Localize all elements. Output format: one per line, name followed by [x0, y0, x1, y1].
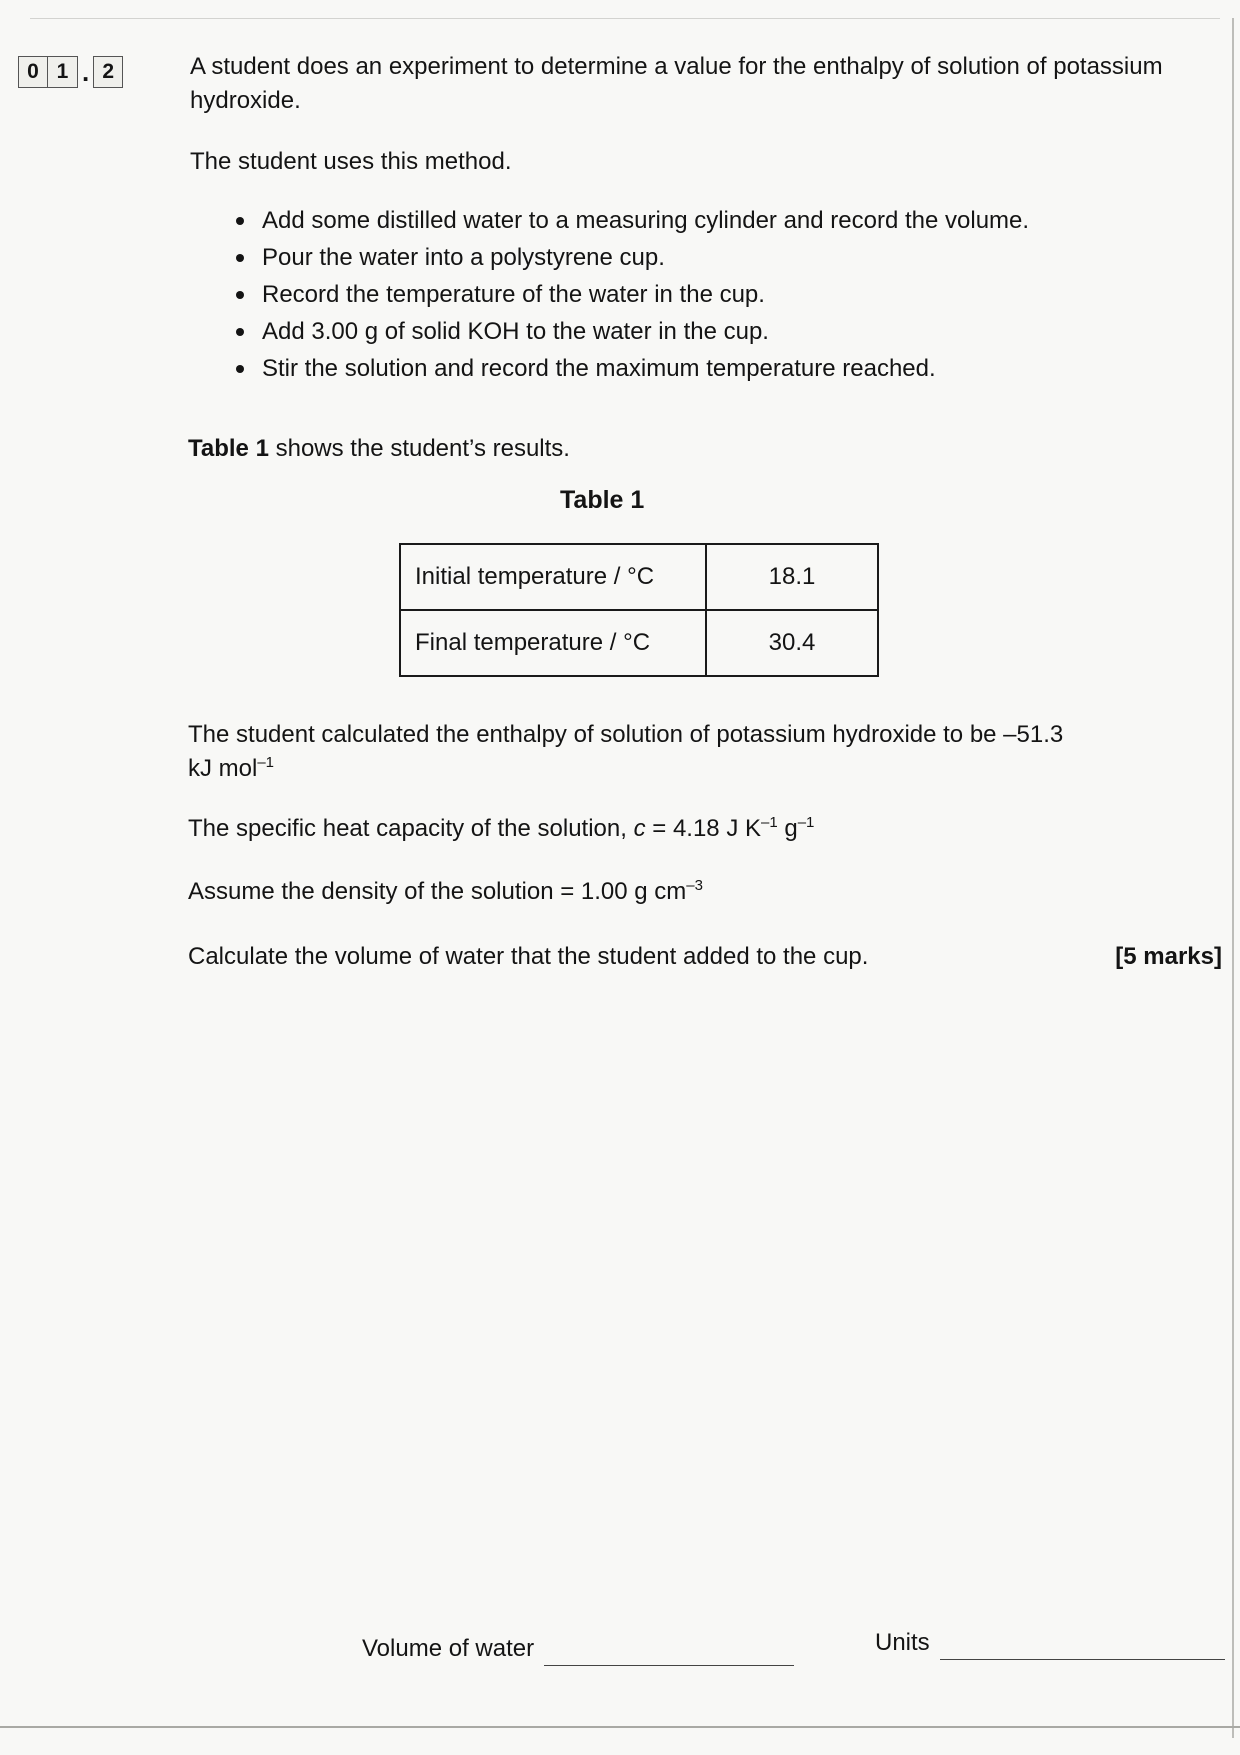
enthalpy-text: The student calculated the enthalpy of solution of potassium hydroxide to be –51.3 kJ mol	[188, 721, 1064, 782]
question-intro: A student does an experiment to determine a value for the enthalpy of solution of potassium hydroxide.	[190, 53, 1163, 114]
page-bottom-edge	[0, 1726, 1240, 1728]
volume-answer	[362, 1632, 794, 1666]
table-reference-text: shows the student’s results.	[268, 435, 570, 462]
table-reference	[188, 432, 570, 466]
units-answer	[875, 1626, 1225, 1660]
units-answer-blank[interactable]	[940, 1633, 1225, 1660]
marks-label: [5 marks]	[1115, 943, 1222, 970]
row-value: 18.1	[706, 544, 878, 610]
row-label: Final temperature / °C	[400, 610, 706, 676]
method-steps-list	[262, 202, 1029, 387]
page-right-edge	[1232, 18, 1234, 1738]
method-intro: The student uses this method.	[190, 148, 512, 175]
method-step: Stir the solution and record the maximum temperature reached.	[262, 350, 1029, 387]
page-top-edge	[30, 18, 1220, 19]
table-row	[400, 544, 878, 610]
density-superscript: –3	[686, 877, 703, 894]
method-step: Pour the water into a polystyrene cup.	[262, 239, 1029, 276]
enthalpy-statement	[188, 718, 1088, 786]
volume-label: Volume of water	[362, 1635, 535, 1662]
heat-capacity-prefix: The specific heat capacity of the solution,	[188, 815, 634, 842]
question-digit-box: 0	[18, 56, 48, 88]
enthalpy-superscript: –1	[257, 754, 275, 771]
question-number	[18, 56, 123, 88]
results-table	[399, 543, 879, 677]
heat-capacity-unit: g	[777, 815, 798, 842]
method-step: Record the temperature of the water in the cup.	[262, 276, 1029, 313]
method-step: Add some distilled water to a measuring cylinder and record the volume.	[262, 202, 1029, 239]
volume-answer-blank[interactable]	[544, 1639, 794, 1666]
row-label: Initial temperature / °C	[400, 544, 706, 610]
question-digit-box: 2	[93, 56, 123, 88]
row-value: 30.4	[706, 610, 878, 676]
density-text: Assume the density of the solution = 1.00 g cm	[188, 878, 687, 905]
question-separator: .	[82, 57, 90, 87]
heat-capacity-statement	[188, 812, 814, 846]
table-title: Table 1	[560, 486, 645, 514]
heat-capacity-value: = 4.18 J K	[645, 815, 761, 842]
method-step: Add 3.00 g of solid KOH to the water in the cup.	[262, 313, 1029, 350]
heat-capacity-symbol: c	[633, 815, 646, 842]
density-statement	[188, 875, 703, 909]
heat-capacity-superscript: –1	[761, 814, 778, 831]
task-statement: Calculate the volume of water that the student added to the cup.	[188, 943, 869, 970]
units-label: Units	[875, 1629, 930, 1656]
table-reference-bold: Table 1	[188, 435, 269, 462]
table-row	[400, 610, 878, 676]
question-digit-box: 1	[48, 56, 78, 88]
heat-capacity-superscript: –1	[797, 814, 815, 831]
